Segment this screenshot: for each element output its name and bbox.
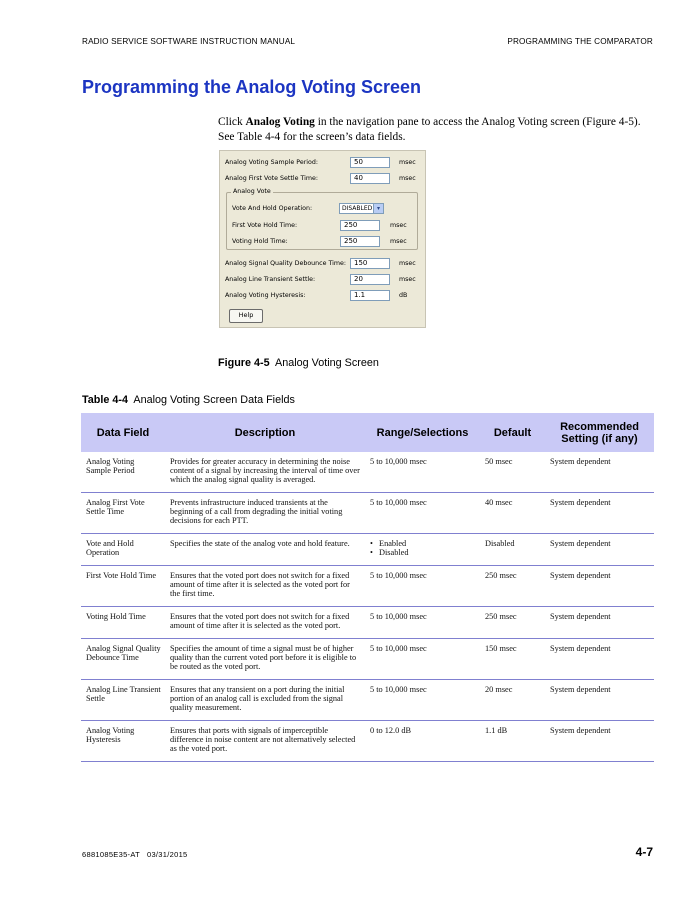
sample-period-label: Analog Voting Sample Period: xyxy=(225,159,319,166)
vote-hold-operation-select[interactable] xyxy=(339,203,384,214)
hysteresis-row xyxy=(220,289,425,301)
debounce-unit: msec xyxy=(399,260,416,267)
cell-field: Vote and Hold Operation xyxy=(81,534,165,566)
col-header-default: Default xyxy=(480,413,545,452)
voting-hold-unit: msec xyxy=(390,238,407,245)
cell-field: Analog Signal Quality Debounce Time xyxy=(81,639,165,680)
intro-bold-term: Analog Voting xyxy=(245,116,315,128)
running-header-right: PROGRAMMING THE COMPARATOR xyxy=(507,37,653,46)
table-number: Table 4-4 xyxy=(82,394,129,406)
voting-hold-label: Voting Hold Time: xyxy=(232,238,288,245)
page-number: 4-7 xyxy=(635,845,653,859)
hysteresis-unit: dB xyxy=(399,292,408,299)
first-vote-settle-input[interactable]: 40 xyxy=(350,173,390,184)
cell-recommended: System dependent xyxy=(545,721,654,762)
range-bullet-list xyxy=(370,539,476,557)
cell-recommended: System dependent xyxy=(545,452,654,493)
table-row xyxy=(81,680,654,721)
cell-description: Ensures that ports with signals of imperceptible difference in noise content are not alternatively selected as the voted port. xyxy=(165,721,365,762)
cell-default: 50 msec xyxy=(480,452,545,493)
col-header-recommended: Recommended Setting (if any) xyxy=(545,413,654,452)
line-transient-unit: msec xyxy=(399,276,416,283)
table-header-row xyxy=(81,413,654,452)
cell-description: Ensures that the voted port does not switch for a fixed amount of time after it is selected as the voted port. xyxy=(165,607,365,639)
cell-description: Specifies the state of the analog vote and hold feature. xyxy=(165,534,365,566)
line-transient-label: Analog Line Transient Settle: xyxy=(225,276,316,283)
cell-default: 250 msec xyxy=(480,607,545,639)
vote-hold-operation-label: Vote And Hold Operation: xyxy=(232,205,313,212)
cell-field: Analog First Vote Settle Time xyxy=(81,493,165,534)
first-vote-settle-label: Analog First Vote Settle Time: xyxy=(225,175,318,182)
cell-default: 20 msec xyxy=(480,680,545,721)
line-transient-row xyxy=(220,273,425,285)
voting-hold-row xyxy=(227,235,417,247)
cell-range: 5 to 10,000 msec xyxy=(365,566,480,607)
help-button[interactable]: Help xyxy=(229,309,263,323)
cell-description: Prevents infrastructure induced transients at the beginning of a call from degrading the initial voting decisions for each PTT. xyxy=(165,493,365,534)
data-fields-table xyxy=(81,413,654,762)
figure-caption xyxy=(218,357,379,369)
col-header-range: Range/Selections xyxy=(365,413,480,452)
first-vote-hold-unit: msec xyxy=(390,222,407,229)
cell-range: 0 to 12.0 dB xyxy=(365,721,480,762)
table-row xyxy=(81,639,654,680)
col-header-description: Description xyxy=(165,413,365,452)
intro-text-before: Click xyxy=(218,116,246,128)
vote-hold-operation-row xyxy=(227,202,417,214)
cell-default: 150 msec xyxy=(480,639,545,680)
cell-recommended: System dependent xyxy=(545,607,654,639)
range-bullet: • Enabled xyxy=(370,539,476,548)
running-header-left: RADIO SERVICE SOFTWARE INSTRUCTION MANUAL xyxy=(82,37,296,46)
cell-default: 250 msec xyxy=(480,566,545,607)
cell-range: 5 to 10,000 msec xyxy=(365,680,480,721)
cell-default: 40 msec xyxy=(480,493,545,534)
cell-default: 1.1 dB xyxy=(480,721,545,762)
vote-hold-operation-value: DISABLED xyxy=(342,205,373,212)
hysteresis-label: Analog Voting Hysteresis: xyxy=(225,292,306,299)
cell-field: Analog Line Transient Settle xyxy=(81,680,165,721)
cell-recommended: System dependent xyxy=(545,639,654,680)
line-transient-input[interactable]: 20 xyxy=(350,274,390,285)
first-vote-settle-row xyxy=(220,172,425,184)
cell-range xyxy=(365,534,480,566)
first-vote-settle-unit: msec xyxy=(399,175,416,182)
range-bullet: • Disabled xyxy=(370,548,476,557)
table-row xyxy=(81,452,654,493)
table-caption-text: Analog Voting Screen Data Fields xyxy=(133,394,295,406)
intro-paragraph xyxy=(218,115,658,145)
sample-period-input[interactable]: 50 xyxy=(350,157,390,168)
figure-number: Figure 4-5 xyxy=(218,357,270,369)
analog-voting-screenshot xyxy=(219,150,426,328)
cell-range: 5 to 10,000 msec xyxy=(365,452,480,493)
cell-description: Ensures that the voted port does not switch for a fixed amount of time after it is selected as the voted port for the first time. xyxy=(165,566,365,607)
chevron-down-icon[interactable]: ▾ xyxy=(373,204,383,213)
table-row xyxy=(81,721,654,762)
cell-recommended: System dependent xyxy=(545,534,654,566)
cell-description: Specifies the amount of time a signal must be of higher quality than the current voted port before it is eligible to be routed as the voted port. xyxy=(165,639,365,680)
debounce-label: Analog Signal Quality Debounce Time: xyxy=(225,260,347,267)
cell-description: Provides for greater accuracy in determining the noise content of a signal by increasing the interval of time over which the analog signal quality is averaged. xyxy=(165,452,365,493)
analog-vote-group-label: Analog Vote xyxy=(233,188,271,195)
document-footer-id: 6881085E35-AT 03/31/2015 xyxy=(82,850,188,859)
cell-recommended: System dependent xyxy=(545,680,654,721)
first-vote-hold-input[interactable]: 250 xyxy=(340,220,380,231)
cell-field: Analog Voting Hysteresis xyxy=(81,721,165,762)
cell-range: 5 to 10,000 msec xyxy=(365,607,480,639)
cell-range: 5 to 10,000 msec xyxy=(365,493,480,534)
table-row xyxy=(81,607,654,639)
col-header-data-field: Data Field xyxy=(81,413,165,452)
debounce-input[interactable]: 150 xyxy=(350,258,390,269)
sample-period-row xyxy=(220,156,425,168)
table-caption xyxy=(82,394,295,406)
section-title: Programming the Analog Voting Screen xyxy=(82,77,422,97)
cell-recommended: System dependent xyxy=(545,493,654,534)
table-row xyxy=(81,534,654,566)
intro-text-after: in the navigation pane to access the Analog Voting screen (Figure 4-5). See Table 4-4 for the screen’s data fields. xyxy=(218,116,641,143)
sample-period-unit: msec xyxy=(399,159,416,166)
cell-recommended: System dependent xyxy=(545,566,654,607)
voting-hold-input[interactable]: 250 xyxy=(340,236,380,247)
cell-description: Ensures that any transient on a port during the initial portion of an analog call is excluded from the signal quality measurement. xyxy=(165,680,365,721)
table-row xyxy=(81,566,654,607)
hysteresis-input[interactable]: 1.1 xyxy=(350,290,390,301)
cell-range: 5 to 10,000 msec xyxy=(365,639,480,680)
analog-vote-group xyxy=(226,188,418,250)
first-vote-hold-label: First Vote Hold Time: xyxy=(232,222,298,229)
figure-caption-text: Analog Voting Screen xyxy=(275,357,379,369)
table-row xyxy=(81,493,654,534)
cell-field: First Vote Hold Time xyxy=(81,566,165,607)
debounce-row xyxy=(220,257,425,269)
first-vote-hold-row xyxy=(227,219,417,231)
cell-field: Analog Voting Sample Period xyxy=(81,452,165,493)
cell-field: Voting Hold Time xyxy=(81,607,165,639)
cell-default: Disabled xyxy=(480,534,545,566)
